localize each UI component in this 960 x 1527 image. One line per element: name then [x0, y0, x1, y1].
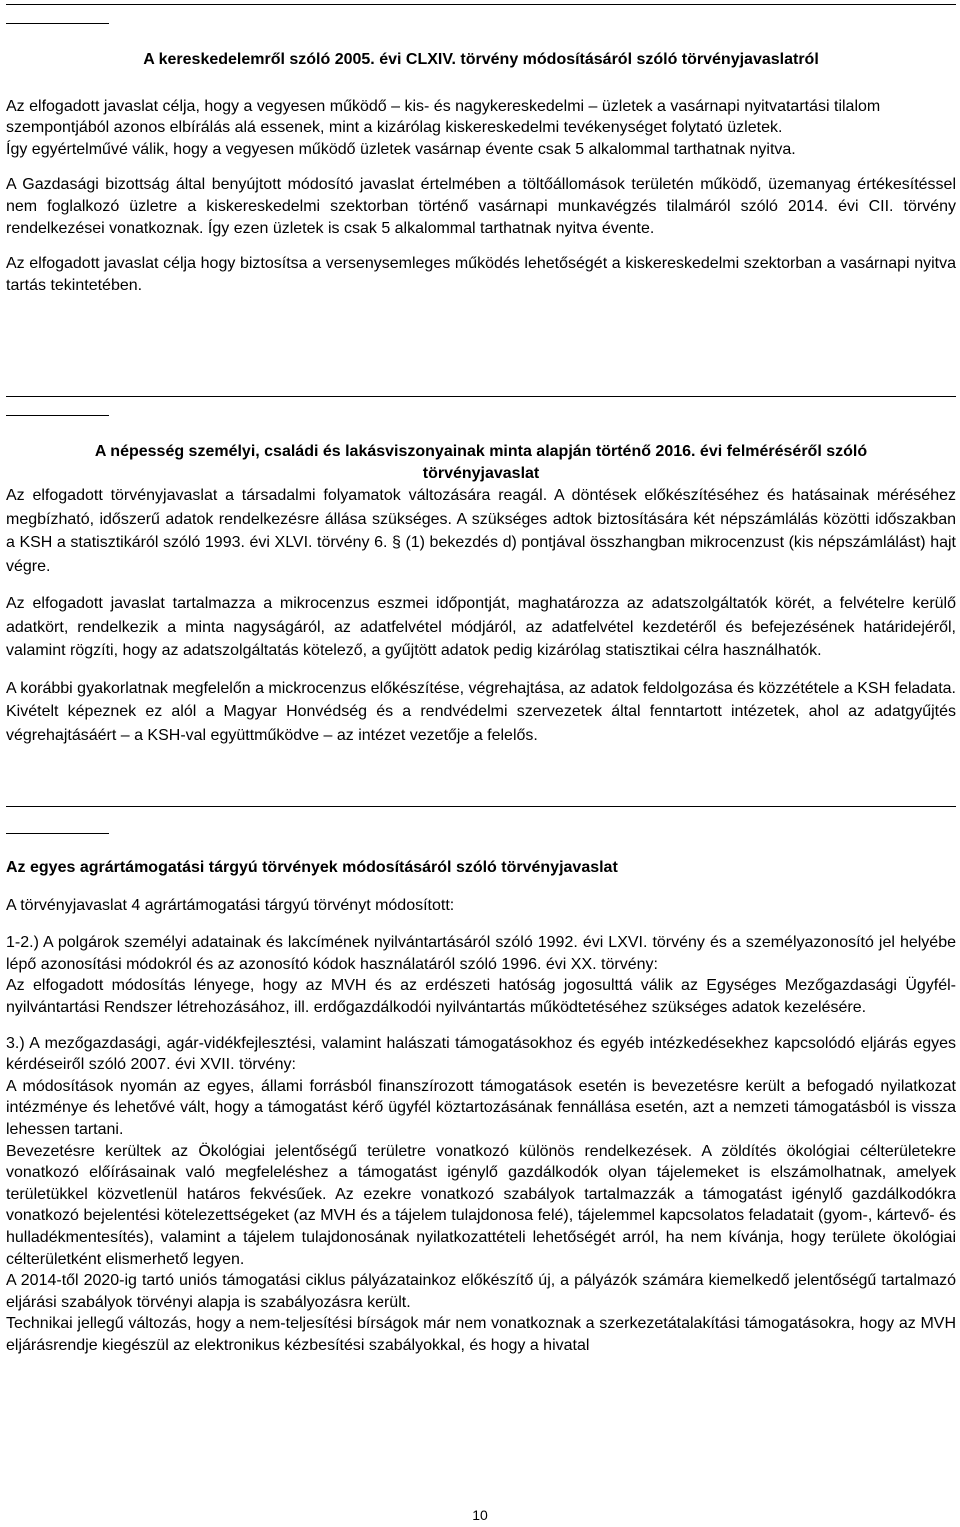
- section-title: törvényjavaslat: [422, 464, 540, 482]
- section-kereskedelem: [6, 49, 956, 296]
- section-short-rule: [6, 833, 109, 834]
- section-short-rule: [6, 415, 109, 416]
- paragraph: Az elfogadott módosítás lényege, hogy az MVH és az erdészeti hatóság jogosulttá válik az Egységes Mezőgazdasági Ügyfél-nyilvántartási Rendszer létrehozásához, ill. erdőgazdálkodói nyilvántartás működtetéséhez szükséges adatok kezelésére.: [6, 977, 956, 1016]
- paragraph: Az elfogadott javaslat célja, hogy a vegyesen működő – kis- és nagykereskedelmi – üzletek a vasárnapi nyitvatartási tilalom szempontjából azonos elbírálás alá essenek, mint a kizárólag kiskereskedelmi tevékenységet folytató üzletek.: [6, 97, 881, 137]
- list-item-title: 3.) A mezőgazdasági, agár-vidékfejlesztési, valamint halászati támogatásokhoz és egyéb intézkedésekhez kapcsolódó eljárás egyes kérdéseiről szóló 2007. évi XVII. törvény:: [6, 1034, 956, 1074]
- paragraph: Az elfogadott törvényjavaslat a társadalmi folyamatok változására reagál. A döntések előkészítéséhez és hatásainak méréséhez megbízható, időszerű adatok rendelkezésre állása szükséges. A szükséges adtok biztosítására két népszámlálás közötti időszakban a KSH a statisztikáról szóló 1993. évi XLVI. törvény 6. § (1) bekezdés d) pontjával összhangban mikrocenzust (kis népszámlálást) hajt végre.: [6, 487, 956, 575]
- section-title: Az egyes agrártámogatási tárgyú törvények módosításáról szóló törvényjavaslat: [6, 859, 618, 876]
- paragraph: Így egyértelművé válik, hogy a vegyesen működő üzletek vasárnap évente csak 5 alkalommal tarthatnak nyitva.: [6, 140, 796, 158]
- section-full-rule: [6, 806, 956, 807]
- top-full-rule: [6, 4, 956, 5]
- paragraph: A 2014-től 2020-ig tartó uniós támogatási ciklus pályázatainkoz előkészítő új, a pályázók számára kiemelkedő jelentőségű tartalmazó eljárási szabályok törvényi alapja is szabályozásra került.: [6, 1272, 956, 1311]
- paragraph: Bevezetésre kerültek az Ökológiai jelentőségű területre vonatkozó különös rendelkezések. A zöldítés ökológiai célterületekre vonatkozó előírásainak való megfeleléshez a támogatást igénylő gazdálkodók olyan tájelemeket is elszámolhatnak, amelyek területükkel közvetlenül határos fekvésűek. Az ezekre vonatkozó szabályok tartalmazzák a támogatást igénylő gazdálkodókra vonatkozó bejelentési kötelezettségeket (az MVH és a tájelem tulajdonosa felé), tájelemmel kapcsolatos feladatait (gyom-, kártevő- és hulladékmentesítés), valamint a tájelem tulajdonosának nyilatkozattételi lehetőségét arról, ha nem kívánja, hogy területe ökológiai célterületként elismerhető legyen.: [6, 1142, 956, 1268]
- section-nepesseg: [6, 441, 956, 747]
- paragraph: A Gazdasági bizottság által benyújtott módosító javaslat értelmében a töltőállomások területén működő, üzemanyag értékesítéssel nem foglalkozó üzletre a kiskereskedelmi szektorban történő vasárnapi munkavégzés tilalmáról szóló 2014. évi CII. törvény rendelkezései vonatkoznak. Így ezen üzletek is csak 5 alkalommal tarthatnak nyitva évente.: [6, 176, 956, 237]
- paragraph: A törvényjavaslat 4 agrártámogatási tárgyú törvényt módosított:: [6, 896, 455, 914]
- section-full-rule: [6, 396, 956, 397]
- page-number: 10: [472, 1507, 488, 1523]
- paragraph: A módosítások nyomán az egyes, állami forrásból finanszírozott támogatások esetén is bevezetésre került a befogadó nyilatkozat intézménye és lehetővé vált, hogy a támogatást kérő ügyfél köztartozásának fennállása esetén, azt a nemzeti támogatásból is vissza lehessen tartani.: [6, 1077, 956, 1138]
- section-agrartamogatas: [6, 857, 956, 1356]
- top-short-rule: [6, 23, 109, 24]
- section-title: A kereskedelemről szóló 2005. évi CLXIV. törvény módosításáról szóló törvényjavaslatról: [143, 51, 819, 68]
- list-item-title: 1-2.) A polgárok személyi adatainak és lakcímének nyilvántartásáról szóló 1992. évi LXVI. törvény és a személyazonosító jel helyébe lépő azonosítási módokról és az azonosító kódok használatáról szóló 1996. évi XX. törvény:: [6, 934, 956, 973]
- paragraph: Az elfogadott javaslat tartalmazza a mikrocenzus eszmei időpontját, maghatározza az adatszolgáltatók körét, a felvételre kerülő adatkört, rendelkezik a minta nagyságáról, az adatfelvétel módjáról, az adatfelvétel kezdetéről és befejezésének határidejéről, valamint rögzíti, hogy az adatszolgáltatás kötelező, a gyűjtött adatok pedig kizárólag statisztikai célra használhatók.: [6, 595, 956, 660]
- paragraph: A korábbi gyakorlatnak megfelelőn a mickrocenzus előkészítése, végrehajtása, az adatok feldolgozása és közzététele a KSH feladata. Kivételt képeznek ez alól a Magyar Honvédség és a rendvédelmi szervezetek által fenntartott intézetek, ahol az adatgyűjtés végrehajtásáért – a KSH-val együttműködve – az intézet vezetője a felelős.: [6, 679, 956, 744]
- section-title: A népesség személyi, családi és lakásviszonyainak minta alapján történő 2016. évi felméréséről szóló: [94, 443, 868, 460]
- paragraph: Technikai jellegű változás, hogy a nem-teljesítési bírságok már nem vonatkoznak a szerkezetátalakítási támogatásokra, hogy az MVH eljárásrendje kiegészül az elektronikus kézbesítési szabályokkal, és hogy a hivatal: [6, 1315, 956, 1354]
- paragraph: Az elfogadott javaslat célja hogy biztosítsa a versenysemleges működés lehetőségét a kiskereskedelmi szektorban a vasárnapi nyitva tartás tekintetében.: [6, 255, 956, 294]
